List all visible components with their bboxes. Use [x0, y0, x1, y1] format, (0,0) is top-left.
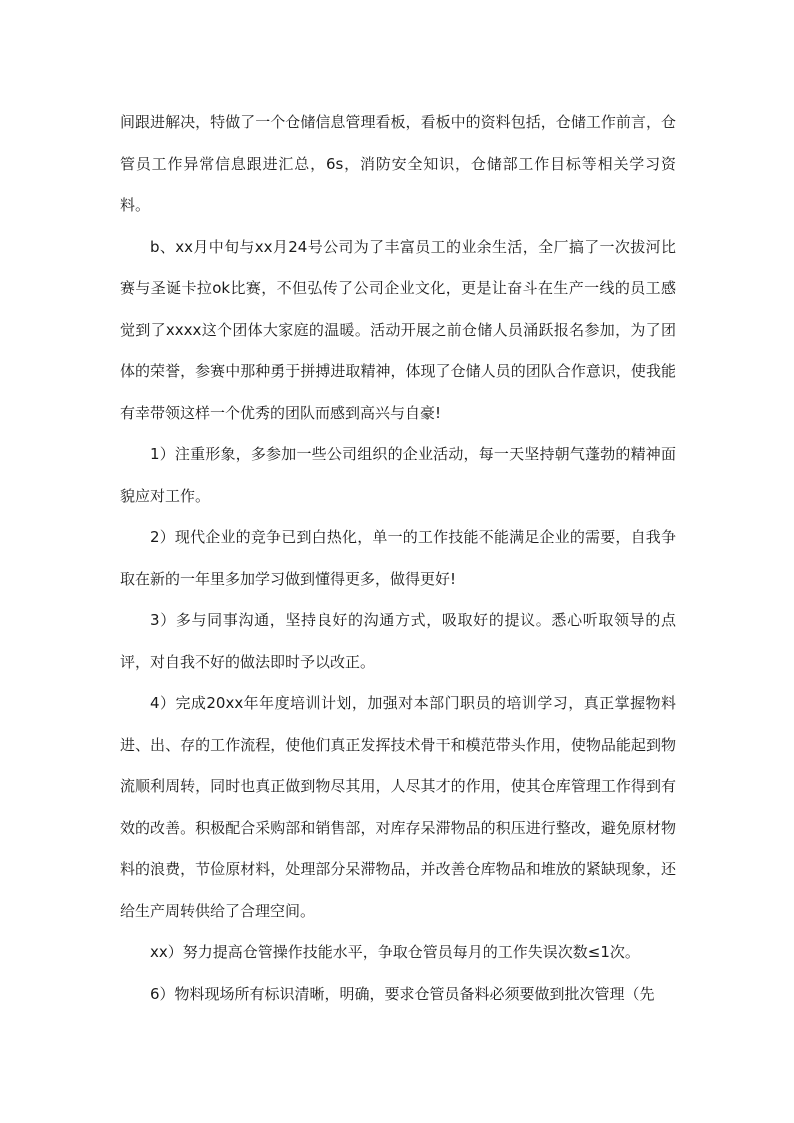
paragraph-item-4: 4）完成20xx年年度培训计划，加强对本部门职员的培训学习，真正掌握物料进、出、存的工作流程，使他们真正发挥技术骨干和模范带头作用，使物品能起到物流顺利周转，同时也真正做到物尽其用，人尽其才的作用，使其仓库管理工作得到有效的改善。积极配合采购部和销售部，对库存呆滞物品的积压进行整改，避免原材物料的浪费，节俭原材料，处理部分呆滞物品，并改善仓库物品和堆放的紧缺现象，还给生产周转供给了合理空间。 — [120, 694, 676, 920]
paragraph-item-3: 3）多与同事沟通，坚持良好的沟通方式，吸取好的提议。悉心听取领导的点评，对自我不好的做法即时予以改正。 — [120, 611, 676, 671]
paragraph-item-xx: xx）努力提高仓管操作技能水平，争取仓管员每月的工作失误次数≤1次。 — [150, 943, 640, 961]
paragraph-b-activities: b、xx月中旬与xx月24号公司为了丰富员工的业余生活，全厂搞了一次拔河比赛与圣诞卡拉ok比赛，不但弘传了公司企业文化，更是让奋斗在生产一线的员工感觉到了xxxx这个团体大家庭的温暖。活动开展之前仓储人员涌跃报名参加，为了团体的荣誉，参赛中那种勇于拼搏进取精神，体现了仓储人员的团队合作意识，使我能有幸带领这样一个优秀的团队而感到高兴与自豪! — [120, 237, 676, 422]
paragraph-item-6: 6）物料现场所有标识清晰，明确，要求仓管员备料必须要做到批次管理（先 — [150, 984, 655, 1003]
document-body — [120, 102, 676, 1015]
paragraph-item-2: 2）现代企业的竞争已到白热化，单一的工作技能不能满足企业的需要，自我争取在新的一年里多加学习做到懂得更多，做得更好! — [120, 528, 676, 588]
paragraph-item-1: 1）注重形象，多参加一些公司组织的企业活动，每一天坚持朝气蓬勃的精神面貌应对工作。 — [120, 445, 676, 505]
paragraph-intro-continuation: 间跟进解决，特做了一个仓储信息管理看板，看板中的资料包括，仓储工作前言，仓管员工作异常信息跟进汇总，6s，消防安全知识，仓储部工作目标等相关学习资料。 — [120, 113, 676, 214]
